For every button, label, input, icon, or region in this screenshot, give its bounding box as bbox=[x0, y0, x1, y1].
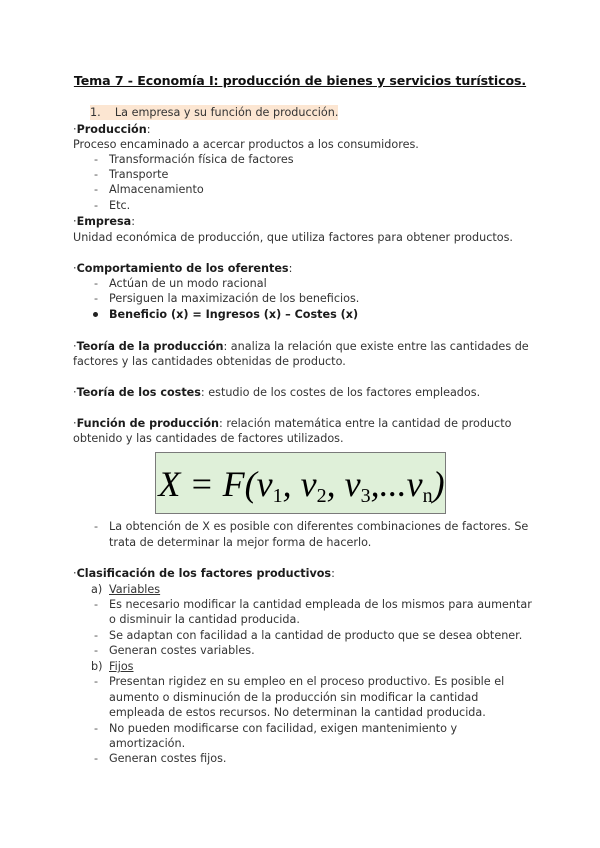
section-heading bbox=[90, 105, 338, 120]
list-item: Es necesario modificar la cantidad empleada de los mismos para aumentar bbox=[109, 598, 532, 611]
heading-marker: · bbox=[73, 386, 77, 399]
empresa-term: Empresa bbox=[76, 215, 132, 228]
formula-sub: 1 bbox=[272, 485, 283, 507]
list-item: No pueden modificarse con facilidad, exigen mantenimiento y bbox=[109, 722, 458, 735]
list-item: Almacenamiento bbox=[109, 183, 204, 196]
heading-marker: · bbox=[73, 567, 77, 580]
colon: : bbox=[146, 123, 151, 136]
list-item: Transporte bbox=[109, 168, 169, 181]
empresa-definition: Unidad económica de producción, que utiliza factores para obtener productos. bbox=[73, 231, 513, 244]
dash-marker: - bbox=[94, 520, 99, 533]
heading-marker: · bbox=[73, 417, 77, 430]
colon: : bbox=[131, 215, 135, 228]
bullet-icon bbox=[93, 312, 98, 317]
teoria-costes-line bbox=[73, 385, 480, 400]
production-function-formula bbox=[156, 453, 447, 515]
heading-marker: · bbox=[73, 215, 77, 228]
teoria-produccion-term: Teoría de la producción bbox=[76, 340, 224, 353]
funcion-note: La obtención de X es posible con diferentes combinaciones de factores. Se bbox=[109, 520, 529, 533]
variables-heading: Variables bbox=[109, 583, 161, 596]
produccion-term: Producción bbox=[76, 123, 147, 136]
colon: : bbox=[288, 262, 293, 275]
formula-sub: n bbox=[422, 485, 433, 507]
heading-marker: · bbox=[73, 262, 77, 275]
formula-sub: 2 bbox=[316, 485, 327, 507]
list-item: aumento o disminución de la producción sin modificar la cantidad bbox=[109, 691, 479, 704]
list-item: empleada de estos recursos. No determinan la cantidad producida. bbox=[109, 706, 486, 719]
list-item: Etc. bbox=[109, 199, 131, 212]
dash-marker: - bbox=[94, 752, 99, 765]
formula-image bbox=[155, 452, 446, 514]
funcion-term: Función de producción bbox=[76, 417, 220, 430]
dash-marker: - bbox=[94, 292, 99, 305]
formula-sep: , bbox=[326, 464, 345, 504]
formula-lhs: X = F( bbox=[158, 464, 257, 504]
section-number: 1. bbox=[90, 106, 101, 119]
subsection-label: b) bbox=[91, 660, 103, 673]
dash-marker: - bbox=[94, 199, 99, 212]
oferentes-heading bbox=[73, 261, 292, 276]
formula-dots: ,... bbox=[370, 464, 407, 504]
formula-sep: , bbox=[282, 464, 301, 504]
list-item: Generan costes variables. bbox=[109, 644, 255, 657]
list-item: o disminuir la cantidad producida. bbox=[109, 613, 300, 626]
funcion-text: : relación matemática entre la cantidad de producto bbox=[219, 417, 512, 430]
dash-marker: - bbox=[94, 153, 99, 166]
funcion-text: obtenido y las cantidades de factores utilizados. bbox=[73, 432, 344, 445]
list-item: Presentan rigidez en su empleo en el proceso productivo. Es posible el bbox=[109, 675, 505, 688]
clasificacion-heading bbox=[73, 566, 335, 581]
list-item: Transformación física de factores bbox=[109, 153, 294, 166]
beneficio-formula: Beneficio (x) = Ingresos (x) – Costes (x) bbox=[109, 308, 359, 321]
dash-marker: - bbox=[94, 277, 99, 290]
funcion-line bbox=[73, 416, 511, 431]
funcion-note: trata de determinar la mejor forma de hacerlo. bbox=[109, 536, 372, 549]
produccion-definition: Proceso encaminado a acercar productos a los consumidores. bbox=[73, 138, 419, 151]
formula-var: v bbox=[344, 464, 361, 504]
oferentes-term: Comportamiento de los oferentes bbox=[76, 262, 289, 275]
dash-marker: - bbox=[94, 629, 99, 642]
dash-marker: - bbox=[94, 644, 99, 657]
list-item: Actúan de un modo racional bbox=[109, 277, 267, 290]
dash-marker: - bbox=[94, 183, 99, 196]
dash-marker: - bbox=[94, 722, 99, 735]
dash-marker: - bbox=[94, 168, 99, 181]
teoria-costes-term: Teoría de los costes bbox=[76, 386, 201, 399]
teoria-produccion-text: : analiza la relación que existe entre las cantidades de bbox=[223, 340, 529, 353]
document-title: Tema 7 - Economía I: producción de bienes y servicios turísticos. bbox=[73, 73, 527, 88]
heading-marker: · bbox=[73, 340, 77, 353]
fijos-heading: Fijos bbox=[109, 660, 134, 673]
formula-sub: 3 bbox=[360, 485, 371, 507]
subsection-label: a) bbox=[91, 583, 103, 596]
teoria-produccion-text: factores y las cantidades obtenidas de producto. bbox=[73, 355, 346, 368]
formula-var: v bbox=[300, 464, 317, 504]
formula-var: v bbox=[406, 464, 423, 504]
dash-marker: - bbox=[94, 675, 99, 688]
list-item: amortización. bbox=[109, 737, 186, 750]
formula-close: ) bbox=[432, 464, 445, 504]
empresa-heading bbox=[73, 214, 135, 229]
teoria-costes-text: : estudio de los costes de los factores empleados. bbox=[200, 386, 481, 399]
section-title: La empresa y su función de producción. bbox=[114, 106, 339, 119]
list-item: Persiguen la maximización de los beneficios. bbox=[109, 292, 360, 305]
teoria-produccion-line bbox=[73, 339, 529, 354]
produccion-heading bbox=[73, 122, 150, 137]
list-item: Se adaptan con facilidad a la cantidad de producto que se desea obtener. bbox=[109, 629, 523, 642]
list-item: Generan costes fijos. bbox=[109, 752, 227, 765]
heading-marker: · bbox=[73, 123, 77, 136]
dash-marker: - bbox=[94, 598, 99, 611]
clasificacion-term: Clasificación de los factores productivos bbox=[76, 567, 332, 580]
colon: : bbox=[331, 567, 335, 580]
formula-var: v bbox=[256, 464, 273, 504]
